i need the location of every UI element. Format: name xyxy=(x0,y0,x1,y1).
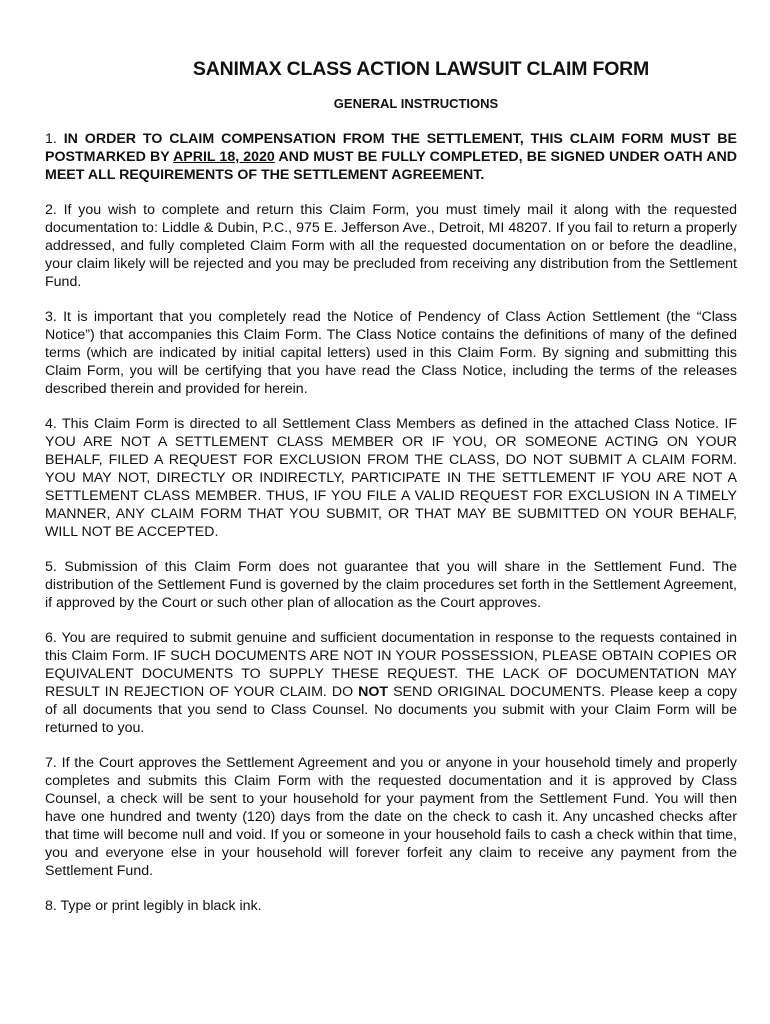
instruction-5: 5. Submission of this Claim Form does not guarantee that you will share in the Settlement Fund. The distribution of the Settlement Fund is governed by the claim procedures set forth in the Settlement Agreement, if approved by the Court or such other plan of allocation as the Court approves. xyxy=(45,559,737,611)
instruction-1 xyxy=(45,130,737,184)
instruction-8: 8. Type or print legibly in black ink. xyxy=(45,898,262,914)
instruction-6 xyxy=(45,629,737,737)
instruction-1-text-b: AND MUST BE FULLY COMPLETED, BE SIGNED UNDER OATH AND MEET ALL REQUIREMENTS OF THE SETTLEMENT AGREEMENT. xyxy=(45,149,737,183)
postmark-deadline: APRIL 18, 2020 xyxy=(173,149,275,165)
instruction-6-text-a: 6. You are required to submit genuine and sufficient documentation in response to the requests contained in this Claim Form. IF SUCH DOCUMENTS ARE NOT IN YOUR POSSESSION, PLEASE OBTAIN COPIES OR EQUIVALENT DOCUMENTS TO SUPPLY THESE REQUEST. THE LACK OF DOCUMENTATION MAY RESULT IN REJECTION OF YOUR CLAIM. DO xyxy=(45,630,737,700)
instruction-2: 2. If you wish to complete and return this Claim Form, you must timely mail it along with the requested documentation to: Liddle & Dubin, P.C., 975 E. Jefferson Ave., Detroit, MI 48207. If you fail to return a properly addressed, and fully completed Claim Form with all the requested documentation on or before the deadline, your claim likely will be rejected and you may be precluded from receiving any distribution from the Settlement Fund. xyxy=(45,202,737,290)
page-title: SANIMAX CLASS ACTION LAWSUIT CLAIM FORM xyxy=(192,58,650,80)
instruction-6-emphasis: NOT xyxy=(358,684,389,700)
instruction-4: 4. This Claim Form is directed to all Settlement Class Members as defined in the attached Class Notice. IF YOU ARE NOT A SETTLEMENT CLASS MEMBER OR IF YOU, OR SOMEONE ACTING ON YOUR BEHALF, FILED A REQUEST FOR EXCLUSION FROM THE CLASS, DO NOT SUBMIT A CLAIM FORM. YOU MAY NOT, DIRECTLY OR INDIRECTLY, PARTICIPATE IN THE SETTLEMENT IF YOU ARE NOT A SETTLEMENT CLASS MEMBER. THUS, IF YOU FILE A VALID REQUEST FOR EXCLUSION IN A TIMELY MANNER, ANY CLAIM FORM THAT YOU SUBMIT, OR THAT MAY BE SUBMITTED ON YOUR BEHALF, WILL NOT BE ACCEPTED. xyxy=(45,416,737,540)
instruction-1-text-a: IN ORDER TO CLAIM COMPENSATION FROM THE SETTLEMENT, THIS CLAIM FORM MUST BE POSTMARKED BY xyxy=(45,131,737,165)
section-heading: GENERAL INSTRUCTIONS xyxy=(333,96,499,111)
instruction-1-number: 1. xyxy=(45,131,57,147)
instruction-6-text-b: SEND ORIGINAL DOCUMENTS. Please keep a copy of all documents that you send to Class Counsel. No documents you submit with your Claim Form will be returned to you. xyxy=(45,684,737,736)
instruction-3: 3. It is important that you completely read the Notice of Pendency of Class Action Settlement (the “Class Notice”) that accompanies this Claim Form. The Class Notice contains the definitions of many of the defined terms (which are indicated by initial capital letters) used in this Claim Form. By signing and submitting this Claim Form, you will be certifying that you have read the Class Notice, including the terms of the releases described therein and provided for herein. xyxy=(45,309,737,397)
instruction-7: 7. If the Court approves the Settlement Agreement and you or anyone in your household timely and properly completes and submits this Claim Form with the requested documentation and it is approved by Class Counsel, a check will be sent to your household for your payment from the Settlement Fund. You will then have one hundred and twenty (120) days from the date on the check to cash it. Any uncashed checks after that time will become null and void. If you or someone in your household fails to cash a check within that time, you and everyone else in your household will forever forfeit any claim to receive any payment from the Settlement Fund. xyxy=(45,755,737,879)
